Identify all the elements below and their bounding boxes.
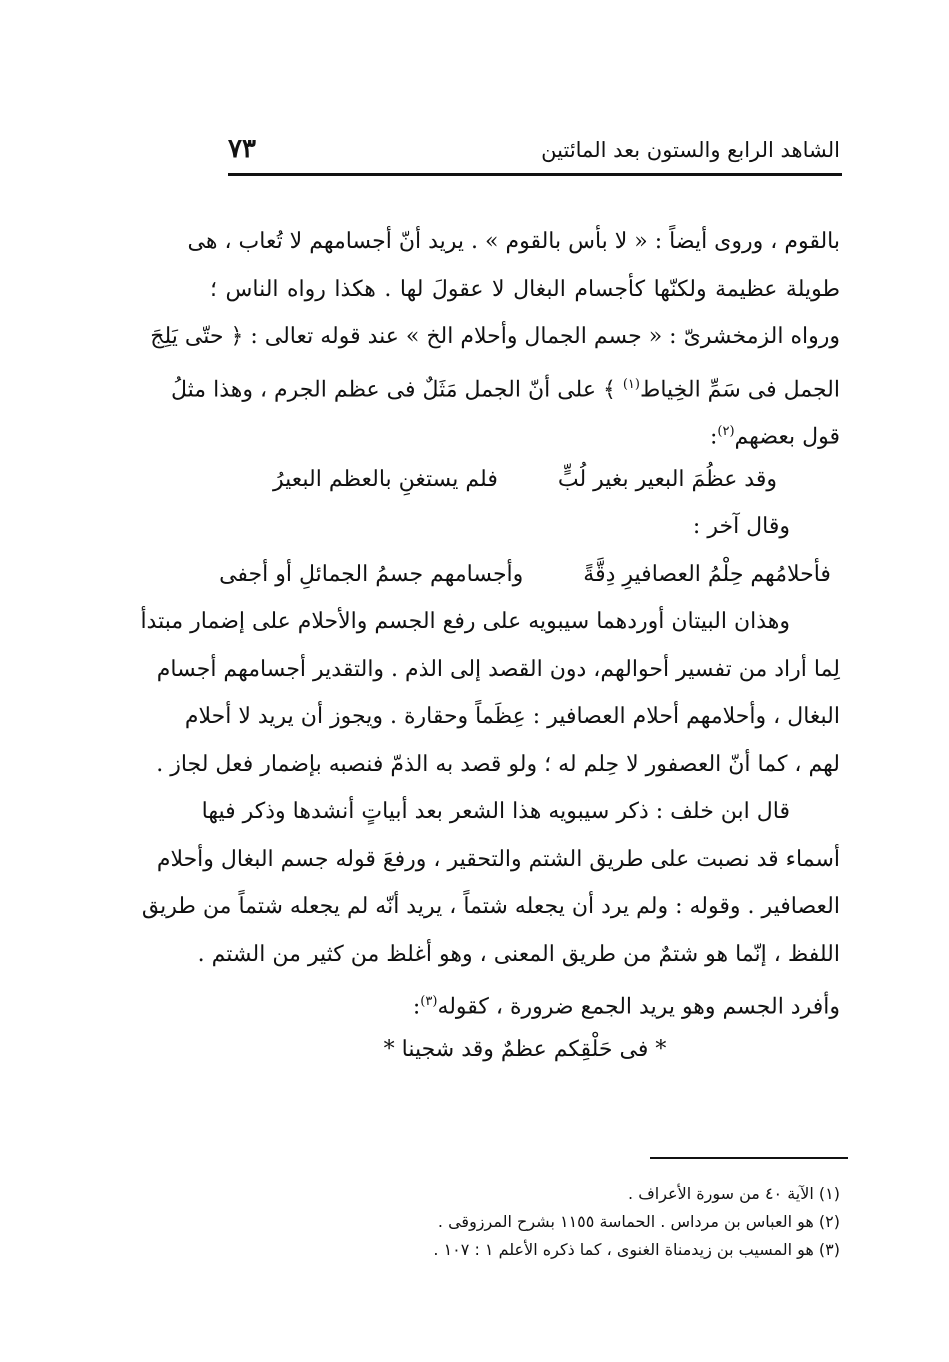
line-text: وأفرد الجسم وهو يريد الجمع ضرورة ، كقوله [437,994,840,1020]
text-line: لهم ، كما أنّ العصفور لا حِلم له ؛ ولو قصد به الذمّ فنصبه بإضمار فعل لجاز . [156,751,840,777]
running-header [228,132,840,172]
text-line [210,408,840,456]
colon: : [709,424,718,450]
text-line: ورواه الزمخشرىّ : « جسم الجمال وأحلام الخ » عند قوله تعالى : ﴿ حتّى يَلِجَ [150,324,840,349]
text-line: لِما أراد من تفسير أحوالهم، دون القصد إلى الذم . والتقدير أجسامهم أجسام [156,656,840,682]
footnote-ref: (٣) [420,994,438,1009]
text-line: وقال آخر : [692,514,790,539]
text-line: أسماء قد نصبت على طريق الشتم والتحقير ، ورفعَ قوله جسم البغال وأحلام [156,846,840,872]
text-line: قال ابن خلف : ذكر سيبويه هذا الشعر بعد أبياتٍ أنشدها وذكر فيها [201,799,790,824]
footnote-ref: (٢) [717,424,735,439]
text-line: اللفظ ، إنّما هو شتمٌ من طريق المعنى ، وهو أغلظ من كثير من الشتم . [197,941,840,967]
text-line: البغال ، وأحلامهم أحلام العصافير : عِظَماً وحقارة . ويجوز أن يريد لا أحلام [184,704,840,729]
verse-hemistich: فلم يستغنِ بالعظم البعيرُ [273,466,498,492]
body-text [140,218,840,1073]
line-text: ﴾ على أنّ الجمل مَثَلٌ فى عظم الجرم ، وهذا مثلُ [171,376,616,402]
page-number: ٧٣ [228,134,256,164]
verse-hemistich: فأحلامُهم حِلْمُ العصافيرِ دِقَّةً [583,561,831,587]
footnote: (٣) هو المسيب بن زيدمناة الغنوى ، كما ذكره الأعلم ١ : ١٠٧ . [433,1240,840,1259]
header-rule [228,173,842,176]
footnote-rule [650,1157,848,1159]
text-line: وهذان البيتان أوردهما سيبويه على رفع الجسم والأحلام على إضمار مبتدأ [140,609,790,634]
line-text: قول بعضهم [734,424,840,450]
verse-line [210,456,840,504]
text-line: العصافير . وقوله : ولم يرد أن يجعله شتماً ، يريد أنّه لم يجعله شتماً من طريق [141,894,840,919]
text-line [210,978,840,1026]
footnote-ref: (١) [622,376,640,392]
line-text: الجمل فى سَمِّ الخِياط [639,376,840,402]
colon: : [412,994,421,1020]
verse-hemistich: وأجسامهم جسمُ الجمائلِ أو أجفى [219,561,524,587]
text-line: طويلة عظيمة ولكنّها كأجسام البغال لا عقولَ لها . هكذا رواه الناس ؛ [210,276,840,302]
verse-hemistich: وقد عظُمَ البعير بغير لُبٍّ [557,466,777,492]
text-line: بالقوم ، وروى أيضاً : « لا بأس بالقوم » . يريد أنّ أجسامهم لا تُعاب ، هى [187,229,840,254]
verse-line: * فى حَلْقِكم عظمٌ وقد شجينا * [383,1036,667,1062]
verse-line [210,551,840,599]
footnote: (١) الآية ٤٠ من سورة الأعراف . [628,1184,840,1203]
footnote: (٢) هو العباس بن مرداس . الحماسة ١١٥٥ بشرح المرزوقى . [437,1212,840,1231]
text-line [171,361,840,409]
footnotes [220,1180,840,1264]
running-title: الشاهد الرابع والستون بعد المائتين [541,138,840,162]
